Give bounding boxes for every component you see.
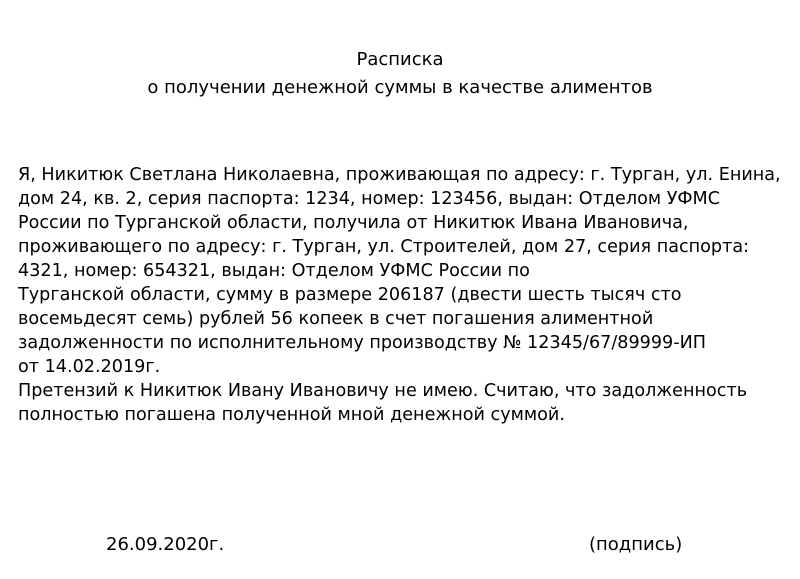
- body-line: 4321, номер: 654321, выдан: Отделом УФМС России по: [18, 261, 530, 281]
- document-header: [0, 46, 800, 102]
- document-title: Расписка: [356, 49, 444, 70]
- document-subtitle: о получении денежной суммы в качестве алиментов: [147, 77, 653, 98]
- body-line: задолженности по исполнительному производству № 12345/67/89999-ИП: [18, 333, 706, 353]
- body-line: Я, Никитюк Светлана Николаевна, проживающая по адресу: г. Турган, ул. Енина,: [18, 165, 781, 185]
- body-line: России по Турганской области, получила от Никитюк Ивана Ивановича,: [18, 213, 689, 233]
- body-line: дом 24, кв. 2, серия паспорта: 1234, номер: 123456, выдан: Отделом УФМС: [18, 189, 721, 209]
- body-line: восемьдесят семь) рублей 56 копеек в счет погашения алиментной: [18, 309, 654, 329]
- body-line: проживающего по адресу: г. Турган, ул. Строителей, дом 27, серия паспорта:: [18, 237, 750, 257]
- body-line: Претензий к Никитюк Ивану Ивановичу не имею. Считаю, что задолженность: [18, 381, 748, 401]
- body-line: полностью погашена полученной мной денежной суммой.: [18, 405, 565, 425]
- body-line: от 14.02.2019г.: [18, 357, 161, 377]
- document-body: [18, 163, 798, 427]
- signature-placeholder: (подпись): [589, 534, 683, 555]
- body-line: Турганской области, сумму в размере 206187 (двести шесть тысяч сто: [18, 285, 682, 305]
- document-date: 26.09.2020г.: [106, 534, 225, 555]
